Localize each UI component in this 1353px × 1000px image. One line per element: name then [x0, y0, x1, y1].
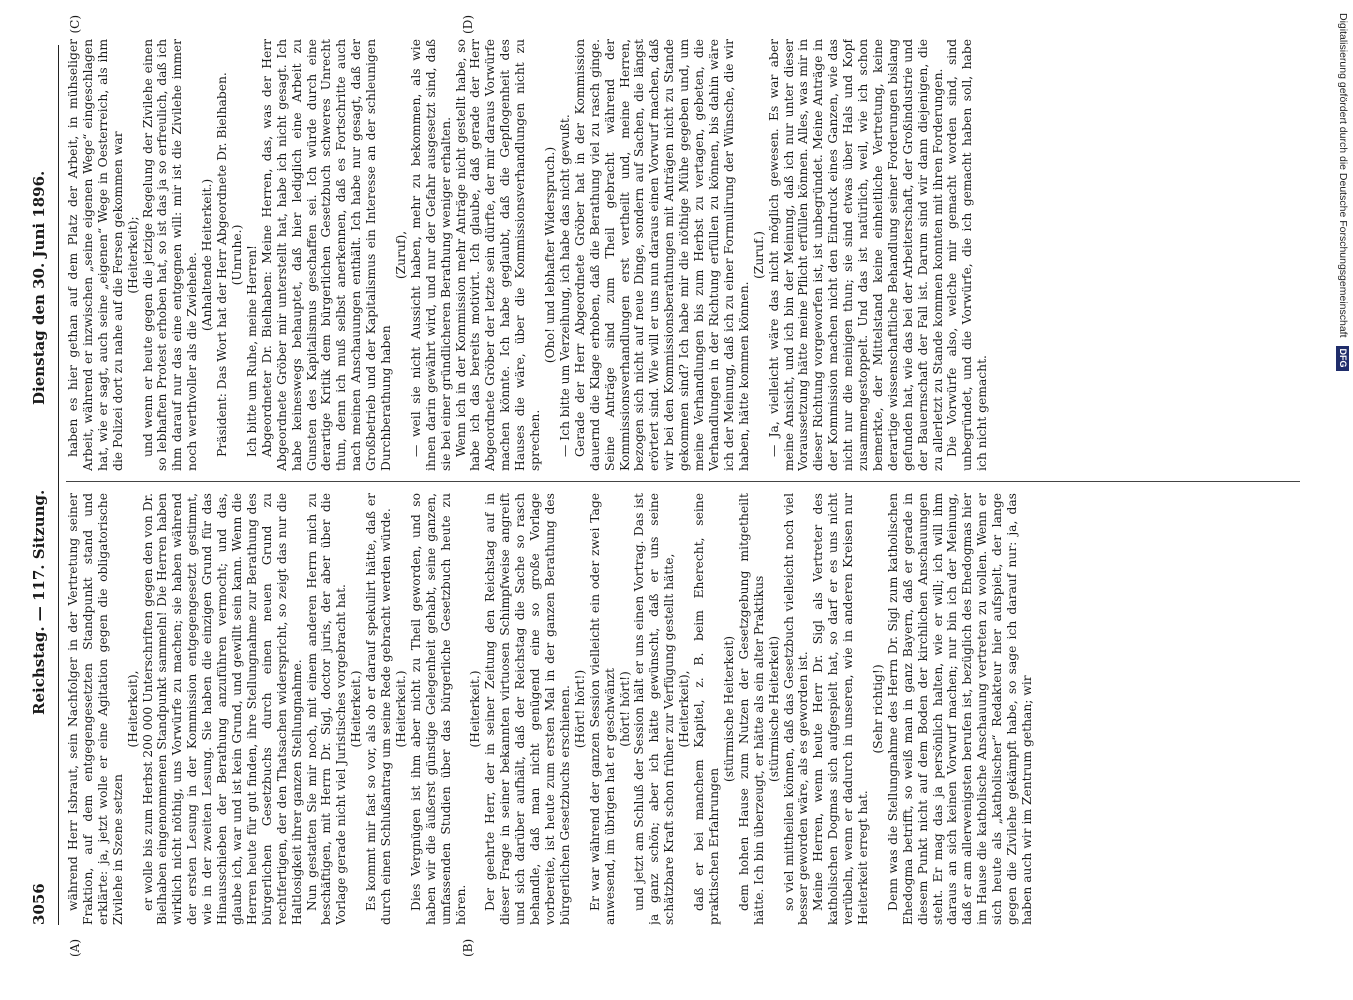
- paragraph: Abgeordneter Dr. Bielhaben: Meine Herren, das, was der Herr Abgeordnete Gröber mir unterstellt hat, habe ich nicht gesagt. Ich habe keineswegs behauptet, daß hier lediglich eine Arbeit zu Gunsten des Kapitalismus geschaffen sei. Ich würde durch eine derartige Kritik dem bürgerlichen Gesetzbuch schweres Unrecht thun, denn ich muß selbst anerkennen, daß es Fortschritte auch nach meinen Anschauungen enthält. Ich habe nur gesagt, daß der Großbetrieb und der Kapitalismus ein Interesse an der schleunigen Durchberathung haben: [259, 39, 394, 471]
- column-divider: [66, 481, 1300, 482]
- paragraph: Dies Vergnügen ist ihm aber nicht zu Theil geworden, und so haben wir die äußerst günstige Gelegenheit gehabt, seine ganzen, umfassenden Studien über das bürgerliche Gesetzbuch heute zu hören.: [408, 493, 468, 925]
- paragraph: dem hohen Hause zum Nutzen der Gesetzgebung mitgetheilt hätte. Ich bin überzeugt, er hätte als ein alter Praktikus: [736, 493, 766, 925]
- left-column: [66, 493, 1300, 925]
- paragraph: Die Vorwürfe also, welche mir gemacht worden sind, sind unbegründet, und die Vorwürfe, die ich gemacht haben soll, habe ich nicht gemacht.: [945, 39, 990, 471]
- paragraph: daß er bei manchem Kapitel, z. B. beim Eherecht, seine praktischen Erfahrungen: [692, 493, 721, 925]
- paragraph: Nun gestatten Sie mir noch, mit einem anderen Herrn mich zu beschäftigen, mit Herrn Dr. Sigl, doctor juris, der aber über die Vorlage gerade nicht viel Juristisches vorgebracht hat.: [304, 493, 349, 925]
- paragraph: Gerade der Herr Abgeordnete Gröber hat in der Kommission dauernd die Klage erhoben, daß die Berathung viel zu rasch ginge. Seine Anträge sind zum Theil gebracht während der Kommissionsverhandlungen erst vertheilt und, meine Herren, bezogen sich nicht auf neue Dinge, sondern auf Sachen, die längst erörtert sind. Wie will er uns nun daraus einen Vorwurf machen, daß wir bei den Kommissionsberathungen mit Anträgen nicht zu Stande gekommen sind? Ich habe mir die nöthige Mühe gegeben und, um meine Verhandlungen bis zum Herbst zu vertagen, gebeten, die Verhandlungen in der Richtung erfüllen zu können, bis dahin wäre ich der Meinung, daß ich zu einer Formulirung der Wünsche, die wir haben, hätte kommen können.: [572, 39, 751, 471]
- paragraph: er wolle bis zum Herbst 200 000 Unterschriften gegen den von Dr. Bielhaben eingenommenen Standpunkt sammeln! Die Herren haben wirklich nicht nöthig, uns Vorwürfe zu machen; sie haben während der ersten Lesung in der Kommission entgegengesetzt gestimmt, wie in der zweiten Lesung. Sie haben die einzigen Grund für das Hinausschieben der Berathung anzuführen vermocht; und das, glaube ich, war und ist kein Grund, und gewillt sein kann. Wenn die Herren heute für gut finden, ihre Stellungnahme zur Berathung des bürgerlichen Gesetzbuchs durch einen neuen Grund zu rechtfertigen, der den Thatsachen widerspricht, so zeigt das nur die Haltlosigkeit ihrer ganzen Stellungnahme.: [140, 493, 304, 925]
- page-number: 3056: [30, 883, 48, 925]
- page-header: [30, 45, 56, 925]
- interjection: (Oho! und lebhafter Widerspruch.): [543, 146, 557, 364]
- paragraph: — Ja, vielleicht wäre das nicht möglich gewesen. Es war aber meine Ansicht, und ich bin der Meinung, daß ich nur unter dieser Voraussetzung hätte meine Pflicht erfüllen können. Alles, was mir in dieser Richtung vorgeworfen ist, ist unbegründet. Meine Anträge in der Kommission machen nicht den Eindruck eines Ganzen, wie das nicht nur die meinigen thun; sie sind etwas über Hals und Kopf zusammengestoppelt. Und das ist natürlich, weil, wie ich schon bemerkte, der Mittelstand keine einheitliche Vertretung, keine derartige wissenschaftliche Behandlung seiner Forderungen bislang gefunden hat, wie das bei der Arbeiterschaft, der Großindustrie und der Bauernschaft der Fall ist. Darum sind wir dann diejenigen, die zu allerletzt zu Stande kommen konnten mit ihren Forderungen.: [766, 39, 945, 471]
- paragraph: während Herr Isbraut, sein Nachfolger in der Vertretung seiner Fraktion, auf dem entgegengesetzten Standpunkt stand und erklärte: ja, jetzt wolle er eine Agitation gegen die obligatorische Zivilehe in Szene setzen: [66, 493, 125, 925]
- digitization-credit: [1336, 8, 1352, 993]
- session-title: Reichstag. — 117. Sitzung.: [30, 489, 48, 715]
- credit-text: Digitalisierung gefördert durch die Deutsche ForschungsgemeinschaftDFG: [1335, 13, 1351, 998]
- paragraph: Er war während der ganzen Session vielleicht ein oder zwei Tage anwesend, im übrigen hat er geschwänzt: [587, 493, 617, 925]
- paragraph: so viel mittheilen können, daß das Gesetzbuch vielleicht noch viel besser geworden wäre, als es geworden ist.: [781, 493, 811, 925]
- paragraph: und wenn er heute gegen die jetzige Regelung der Zivilehe einen so lebhaften Protest erhoben hat, so ist das ja so erfreulich, daß ich ihm darauf nur das eine entgegnen will: mir ist die Zivilehe immer noch werthvoller als die Zwiehehe.: [140, 39, 200, 471]
- paragraph: Meine Herren, wenn heute Herr Dr. Sigl als Vertreter des katholischen Dogmas sich aufgespielt hat, so darf er es uns nicht verübeln, wenn er dadurch in unseren, wie in anderen Kreisen nur Heiterkeit erregt hat.: [811, 493, 871, 925]
- paragraph: Präsident: Das Wort hat der Herr Abgeordnete Dr. Bielhaben.: [215, 72, 230, 457]
- document-page: [0, 15, 1320, 965]
- paragraph: Wenn ich in der Kommission mehr Anträge nicht gestellt habe, so habe ich das bereits motivirt. Ich glaube, daß gerade der Herr Abgeordnete Gröber der letzte sein dürfte, der mir daraus Vorwürfe machen könnte. Ich habe geglaubt, daß die Gepflogenheit des Hauses die wäre, über die Kommissionsverhandlungen nicht zu sprechen.: [453, 39, 543, 471]
- columns: [66, 15, 1300, 957]
- interjection: (hört! hört!): [617, 671, 632, 747]
- paragraph: Es kommt mir fast so vor, als ob er darauf spekulirt hätte, daß er durch einen Schlußantrag um seine Rede gebracht werden würde.: [364, 493, 394, 925]
- interjection: (Heiterkeit);: [125, 216, 140, 294]
- interjection: (Zuruf.): [751, 231, 766, 279]
- paragraph: Denn was die Stellungnahme des Herrn Dr. Sigl zum katholischen Ehedogma betrifft, so weiß man in ganz Bayern, daß er gerade in diesem Punkt nicht auf dem Boden der kirchlichen Anschauungen steht. Er mag das ja persönlich halten, wie er will; ich will ihm daraus an sich keinen Vorwurf machen; nur bin ich der Meinung, daß er am allerwenigsten berufen ist, bezüglich des Ehedogmas hier im Hause die katholische Anschauung vertreten zu wollen. Wenn er sich heute als „katholischer“ Redakteur hier aufspielt, der lange gegen die Zivilehe gekämpft habe, so sage ich darauf nur: ja, das haben auch wir im Zentrum gethan; wir: [885, 493, 1034, 925]
- paragraph: Der geehrte Herr, der in seiner Zeitung den Reichstag auf in dieser Frage in seiner bekannten virtuosen Schimpfweise angreift und sich darüber aufhält, daß der Reichstag die Sache so rasch behandle, daß man nicht genügend eine so große Vorlage vorbereite, ist heute zum ersten Mal in der ganzen Berathung des bürgerlichen Gesetzbuchs erschienen.: [483, 493, 572, 925]
- paragraph: — weil sie nicht Aussicht haben, mehr zu bekommen, als wie ihnen darin gewährt wird, und nur der Gefahr ausgesetzt sind, daß sie bei einer gründlicheren Berathung weniger erhalten.: [408, 39, 453, 471]
- margin-marker-a: (A): [68, 938, 82, 957]
- paragraph: haben es hier gethan auf dem Platz der Arbeit, in mühseliger Arbeit, während er inzwischen „seine eigenen Wege“ eingeschlagen hat, wie er sagt, auch seine „eigenen“ Wege in Oesterreich, als ihm die Polizei dort zu nahe auf die Fersen gekommen war: [66, 39, 125, 471]
- header-rule: [58, 45, 59, 925]
- interjection: (stürmische Heiterkeit): [721, 635, 736, 783]
- session-date: Dienstag den 30. Juni 1896.: [30, 170, 48, 405]
- interjection: (Hört! hört!): [572, 669, 587, 749]
- interjection: (Heiterkeit),: [125, 670, 140, 748]
- margin-marker-c: (C): [68, 15, 82, 34]
- paragraph: und jetzt am Schluß der Session hält er uns einen Vortrag. Das ist ja ganz schön; aber ich hätte gewünscht, daß er uns seine schätzbare Kraft schon früher zur Verfügung gestellt hätte,: [632, 493, 677, 925]
- interjection: (Heiterkeit.): [349, 670, 364, 748]
- interjection: (Zuruf),: [393, 230, 408, 280]
- interjection: (Sehr richtig!): [870, 664, 885, 754]
- interjection: (Anhaltende Heiterkeit.): [200, 178, 215, 332]
- interjection: (Unruhe.): [229, 224, 244, 286]
- margin-marker-d: (D): [461, 15, 475, 34]
- paragraph: — Ich bitte um Verzeihung, ich habe das nicht gewußt.: [557, 114, 572, 457]
- interjection: (Heiterkeit),: [677, 670, 692, 748]
- interjection: (stürmische Heiterkeit): [766, 635, 781, 783]
- dfg-logo: DFG: [1336, 346, 1349, 371]
- margin-marker-b: (B): [461, 938, 475, 957]
- interjection: (Heiterkeit.): [393, 670, 408, 748]
- paragraph: Ich bitte um Ruhe, meine Herren!: [244, 244, 259, 457]
- interjection: (Heiterkeit.): [468, 670, 483, 748]
- right-column: [66, 39, 1300, 471]
